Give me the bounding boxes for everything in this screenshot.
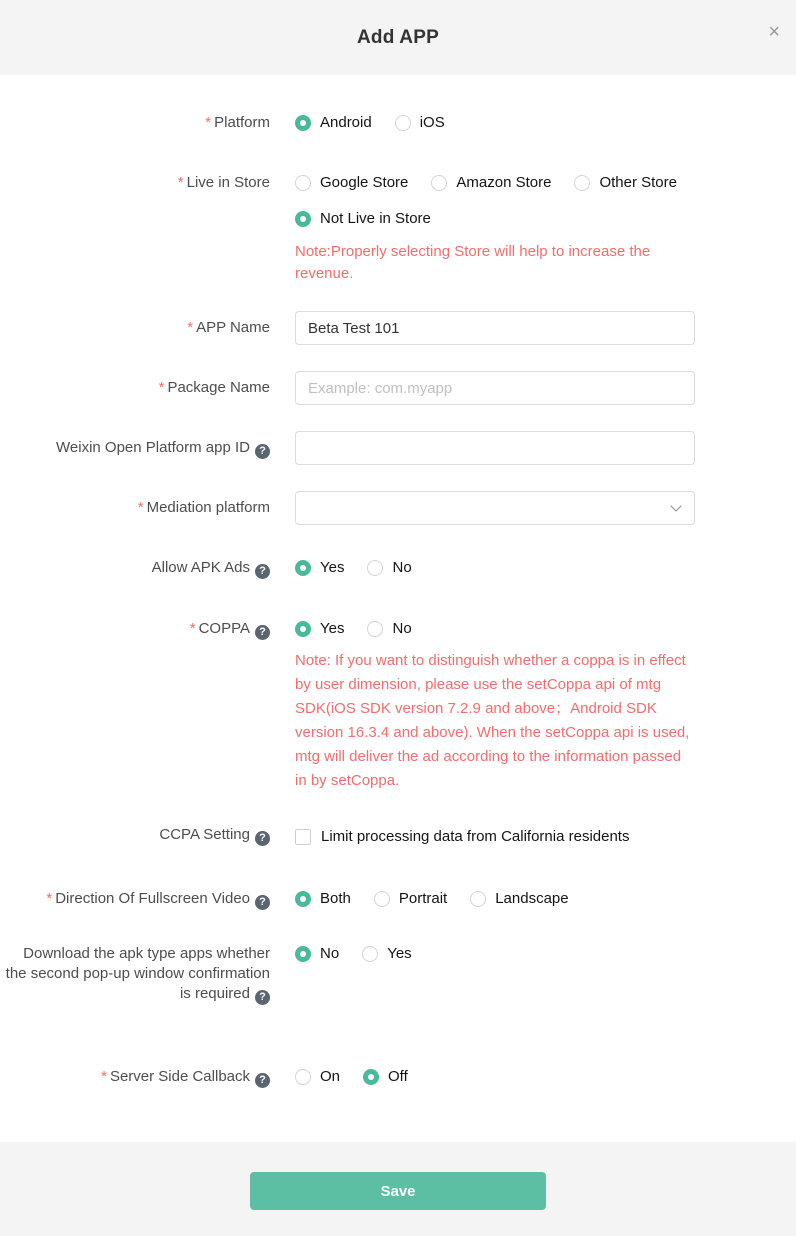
radio-other-store[interactable]: Other Store — [574, 173, 677, 193]
help-icon[interactable]: ? — [255, 831, 270, 846]
dialog-header — [0, 0, 796, 75]
download-confirm-radio-group — [295, 944, 695, 964]
dialog-title: Add APP — [357, 26, 439, 48]
help-icon[interactable]: ? — [255, 564, 270, 579]
required-mark: * — [101, 1068, 107, 1085]
platform-label: * Platform — [205, 114, 270, 131]
radio-dot[interactable] — [295, 175, 311, 191]
radio-dot[interactable] — [295, 1069, 311, 1085]
radio-dot-selected[interactable] — [295, 115, 311, 131]
row-server-callback — [0, 1067, 796, 1088]
radio-dot[interactable] — [374, 891, 390, 907]
radio-not-live-in-store[interactable]: Not Live in Store — [295, 209, 431, 229]
save-button[interactable]: Save — [250, 1172, 546, 1210]
help-icon[interactable]: ? — [255, 895, 270, 910]
close-icon[interactable]: × — [768, 21, 780, 43]
row-platform — [0, 113, 796, 133]
radio-platform-android[interactable]: Android — [295, 113, 372, 133]
radio-dot[interactable] — [362, 946, 378, 962]
row-download-confirm — [0, 944, 796, 1005]
download-confirm-label: Download the apk type apps whether the second pop-up window confirmation is required ? — [5, 945, 270, 1003]
row-mediation-platform — [0, 491, 796, 525]
required-mark: * — [177, 174, 184, 191]
radio-coppa-yes[interactable]: Yes — [295, 619, 344, 639]
required-mark: * — [158, 379, 165, 396]
platform-radio-group — [295, 113, 695, 133]
package-name-label: * Package Name — [158, 379, 270, 396]
row-direction-fullscreen — [0, 889, 796, 910]
radio-allow-apk-no[interactable]: No — [367, 558, 411, 578]
radio-download-yes[interactable]: Yes — [362, 944, 411, 964]
radio-dot[interactable] — [470, 891, 486, 907]
required-mark: * — [187, 319, 194, 336]
radio-allow-apk-yes[interactable]: Yes — [295, 558, 344, 578]
radio-direction-landscape[interactable]: Landscape — [470, 889, 568, 909]
allow-apk-ads-radio-group — [295, 558, 695, 578]
row-allow-apk-ads — [0, 558, 796, 579]
weixin-app-id-label: Weixin Open Platform app ID ? — [0, 431, 270, 459]
live-in-store-note: Note:Properly selecting Store will help to increase the revenue. — [295, 243, 651, 282]
radio-direction-portrait[interactable]: Portrait — [374, 889, 447, 909]
help-icon[interactable]: ? — [255, 1073, 270, 1088]
ccpa-checkbox-option[interactable]: Limit processing data from California residents — [295, 825, 695, 847]
radio-dot[interactable] — [395, 115, 411, 131]
checkbox[interactable] — [295, 829, 311, 845]
radio-dot-selected[interactable] — [295, 560, 311, 576]
direction-fullscreen-label: * Direction Of Fullscreen Video ? — [0, 889, 270, 910]
direction-radio-group — [295, 889, 695, 909]
server-callback-radio-group — [295, 1067, 695, 1087]
radio-dot[interactable] — [574, 175, 590, 191]
radio-download-no[interactable]: No — [295, 944, 339, 964]
coppa-note: Note: If you want to distinguish whether a coppa is in effect by user dimension, please use the setCoppa api of mtg SDK(iOS SDK version 7.2.9 and above；Android SDK version 16.3.4 and above). When the setCoppa api is used, mtg will deliver the ad according to the information passed in by setCoppa. — [295, 652, 690, 789]
dialog-footer — [0, 1142, 796, 1236]
coppa-radio-group — [295, 619, 695, 639]
radio-server-callback-on[interactable]: On — [295, 1067, 340, 1087]
radio-dot-selected[interactable] — [295, 211, 311, 227]
live-in-store-radio-group — [295, 173, 695, 193]
radio-direction-both[interactable]: Both — [295, 889, 351, 909]
mediation-platform-label: * Mediation platform — [137, 499, 270, 516]
help-icon[interactable]: ? — [255, 625, 270, 640]
row-package-name — [0, 371, 796, 405]
allow-apk-ads-label: Allow APK Ads ? — [0, 558, 270, 579]
live-in-store-label: * Live in Store — [177, 174, 270, 191]
required-mark: * — [205, 114, 212, 131]
radio-google-store[interactable]: Google Store — [295, 173, 408, 193]
radio-dot[interactable] — [367, 560, 383, 576]
mediation-platform-select[interactable] — [295, 491, 695, 525]
chevron-down-icon — [670, 500, 681, 511]
coppa-label: * COPPA ? — [0, 619, 270, 640]
radio-dot-selected[interactable] — [363, 1069, 379, 1085]
radio-platform-ios[interactable]: iOS — [395, 113, 445, 133]
help-icon[interactable]: ? — [255, 990, 270, 1005]
radio-server-callback-off[interactable]: Off — [363, 1067, 408, 1087]
form-body — [0, 75, 796, 1142]
app-name-label: * APP Name — [187, 319, 270, 336]
row-live-in-store — [0, 173, 796, 285]
radio-dot-selected[interactable] — [295, 946, 311, 962]
row-ccpa-setting — [0, 825, 796, 847]
weixin-app-id-input[interactable] — [295, 431, 695, 465]
row-coppa — [0, 619, 796, 793]
radio-coppa-no[interactable]: No — [367, 619, 411, 639]
radio-dot-selected[interactable] — [295, 621, 311, 637]
radio-dot[interactable] — [431, 175, 447, 191]
radio-dot[interactable] — [367, 621, 383, 637]
radio-amazon-store[interactable]: Amazon Store — [431, 173, 551, 193]
live-in-store-radio-group-line2 — [295, 209, 695, 229]
required-mark: * — [46, 890, 53, 907]
package-name-input[interactable] — [295, 371, 695, 405]
row-weixin-app-id — [0, 431, 796, 465]
help-icon[interactable]: ? — [255, 444, 270, 459]
app-name-input[interactable] — [295, 311, 695, 345]
required-mark: * — [137, 499, 144, 516]
radio-dot-selected[interactable] — [295, 891, 311, 907]
required-mark: * — [189, 620, 196, 637]
ccpa-setting-label: CCPA Setting ? — [0, 825, 270, 846]
server-callback-label: * Server Side Callback ? — [0, 1067, 270, 1088]
row-app-name — [0, 311, 796, 345]
